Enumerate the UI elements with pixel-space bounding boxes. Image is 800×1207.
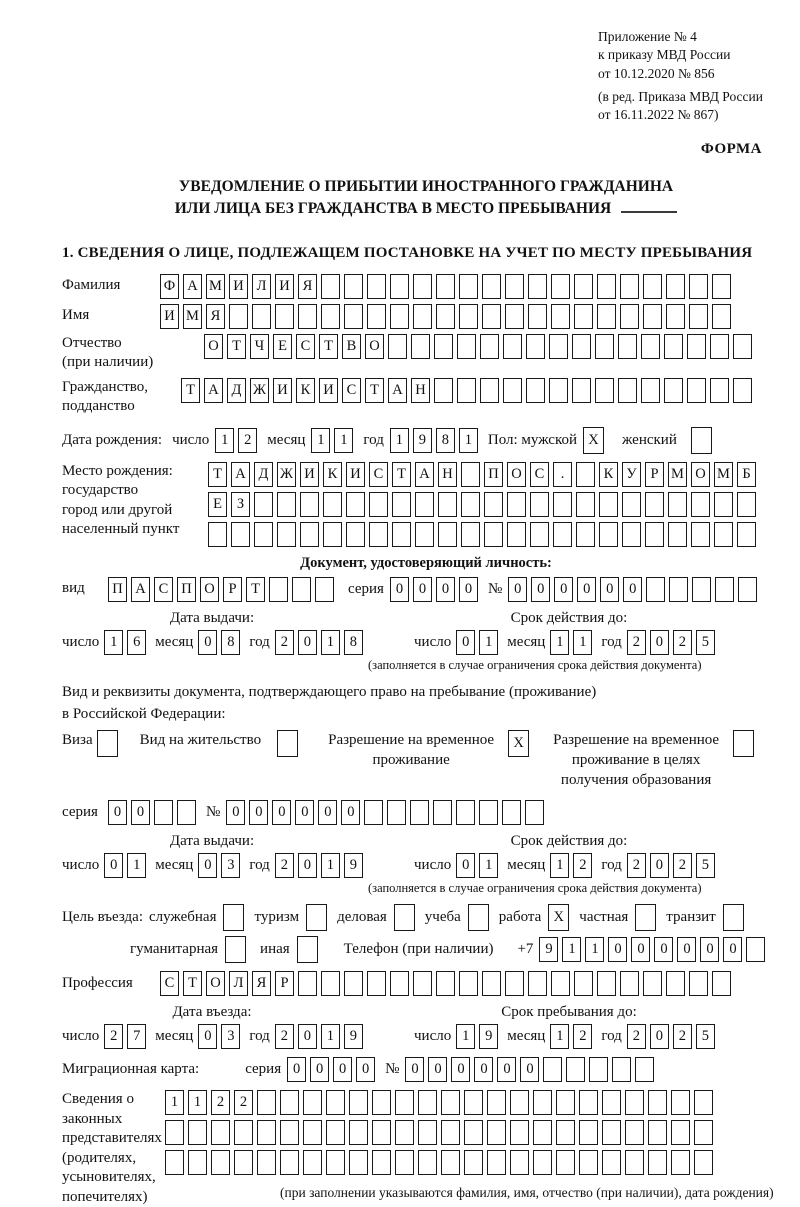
expiry-date-row [414,630,790,655]
expiry-heading: Срок действия до: [510,833,628,850]
entry-year-cells[interactable]: 2 0 1 9 [275,1024,363,1049]
firstname-cells[interactable]: И М Я [160,304,731,329]
citizenship-label: Гражданство, подданство [62,378,149,415]
residence-doc-dates [62,833,790,896]
identity-doc-kind-row [62,577,790,602]
month-label: месяц [507,1028,546,1045]
birth-date-row [62,427,790,454]
purpose-humanitarian: гуманитарная [130,936,246,963]
issue-date-row [62,853,414,878]
option-label: Разрешение на временное проживание в целях получения образования [553,731,720,789]
form-title-line1: УВЕДОМЛЕНИЕ О ПРИБЫТИИ ИНОСТРАННОГО ГРАЖДАНИНА [178,177,674,195]
representatives-cells-stack [165,1090,774,1201]
purpose-work: работа X [499,904,570,931]
doc-number-cells[interactable]: 0 0 0 0 0 0 [508,577,757,602]
entry-heading: Дата въезда: [172,1004,252,1021]
option-label: Вид на жительство [139,731,262,748]
identity-doc-dates [62,610,790,673]
humanitarian-checkbox[interactable] [225,936,246,963]
residence-number-cells[interactable]: 0 0 0 0 0 0 [226,800,544,825]
purpose-study: учеба [425,904,489,931]
year-label: год [363,431,384,448]
expiry-note: (заполняется в случае ограничения срока действия документа) [368,881,702,896]
number-label: № [206,804,221,821]
expiry-day-cells[interactable]: 0 1 [456,630,498,655]
year-label: год [601,857,622,874]
stay-until-col [414,1004,790,1049]
birth-place-row1-cells[interactable]: Т А Д Ж И К И С Т А Н П О С . К У Р М О М Б [208,462,756,487]
birth-place-cells-stack [208,462,756,547]
visit-purpose-row2 [130,936,790,963]
day-label: число [62,857,100,874]
migration-card-label: Миграционная карта: [62,1061,200,1078]
month-label: месяц [507,633,546,650]
purpose-private: частная [579,904,656,931]
surname-cells[interactable]: Ф А М И Л И Я [160,274,731,299]
series-label: серия [245,1061,282,1078]
stay-year-cells[interactable]: 2 0 2 5 [627,1024,715,1049]
expiry-year-cells[interactable]: 2 0 2 5 [627,630,715,655]
representatives-label: Сведения о законных представителях (родителях, усыновителях, попечителях) [62,1091,162,1205]
edition-line: от 16.11.2022 № 867) [598,107,719,123]
form-title-line2: ИЛИ ЛИЦА БЕЗ ГРАЖДАНСТВА В МЕСТО ПРЕБЫВАНИЯ [62,198,790,220]
profession-label: Профессия [62,975,133,992]
visa-checkbox[interactable] [97,730,118,757]
edition-line: (в ред. Приказа МВД России [598,89,763,105]
profession-row [62,971,790,996]
stay-heading: Срок пребывания до: [501,1004,637,1021]
doc-number-label: № [487,580,503,597]
form-title [62,176,790,221]
residence-doc-options [62,730,790,791]
birth-month-cells[interactable]: 1 1 [311,428,353,453]
doc-series-cells[interactable]: 0 0 0 0 [390,577,478,602]
sex-male-checkbox[interactable]: X [583,427,604,454]
option-temp-residence-education [547,730,754,791]
year-label: год [249,633,270,650]
issue-heading: Дата выдачи: [169,609,255,626]
study-checkbox[interactable] [468,904,489,931]
birth-day-cells[interactable]: 1 2 [215,428,257,453]
representatives-row [62,1090,790,1207]
expiry-date-row [414,853,790,878]
day-label: число [62,633,100,650]
residence-expiry-col [368,833,790,896]
stay-month-cells[interactable]: 1 2 [550,1024,592,1049]
section1-heading: 1. СВЕДЕНИЯ О ЛИЦЕ, ПОДЛЕЖАЩЕМ ПОСТАНОВКЕ НА УЧЕТ ПО МЕСТУ ПРЕБЫВАНИЯ [62,244,753,261]
expiry-day-cells[interactable]: 0 1 [456,853,498,878]
appendix-line: к приказу МВД России [598,47,731,63]
appendix-line: от 10.12.2020 № 856 [598,65,715,81]
issue-date-row [62,630,414,655]
number-label: № [385,1061,400,1078]
business-checkbox[interactable] [394,904,415,931]
appendix-line: Приложение № 4 [598,29,697,44]
firstname-row [62,304,790,329]
option-residence-permit [140,730,298,757]
phone-prefix: +7 [517,941,534,958]
identity-doc-heading: Документ, удостоверяющий личность: [300,554,552,571]
appendix-header [598,28,790,125]
issue-month-cells[interactable]: 0 3 [198,853,240,878]
entry-stay-dates [62,1004,790,1049]
day-label: число [414,1028,452,1045]
stay-date-row [414,1024,790,1049]
form-label: ФОРМА [700,140,762,157]
residence-doc-intro: Вид и реквизиты документа, подтверждающего право на пребывание (проживание) в Российской Федерации: [62,683,597,723]
private-checkbox[interactable] [635,904,656,931]
day-label: число [62,1028,100,1045]
temp-residence-education-checkbox[interactable] [733,730,754,757]
day-label: число [414,857,452,874]
migration-number-cells[interactable]: 0 0 0 0 0 0 [405,1057,654,1082]
transit-checkbox[interactable] [723,904,744,931]
day-label: число [172,431,210,448]
birth-place-row2-cells[interactable]: Е З [208,492,756,517]
expiry-month-cells[interactable]: 1 2 [550,853,592,878]
entry-date-row [62,1024,414,1049]
identity-issue-col [62,610,414,673]
expiry-note: (заполняется в случае ограничения срока действия документа) [368,657,702,672]
patronymic-cells[interactable]: О Т Ч Е С Т В О [204,334,752,359]
birth-year-cells[interactable]: 1 9 8 1 [390,428,478,453]
visit-purpose-row1 [62,904,790,931]
residence-issue-col [62,833,414,896]
firstname-label: Имя [62,307,90,324]
residence-doc-series-row [62,800,790,825]
series-label: серия [62,804,98,821]
purpose-transit: транзит [666,904,743,931]
expiry-month-cells[interactable]: 1 1 [550,630,592,655]
purpose-other: иная [260,936,318,963]
purpose-label: Цель въезда: [62,909,143,926]
profession-cells[interactable]: С Т О Л Я Р [160,971,731,996]
residence-permit-checkbox[interactable] [277,730,298,757]
surname-label: Фамилия [62,277,121,294]
migration-series-cells[interactable]: 0 0 0 0 [287,1057,375,1082]
birth-date-label: Дата рождения: [62,431,163,448]
stay-day-cells[interactable]: 1 9 [456,1024,498,1049]
option-label: Разрешение на временное проживание [328,731,495,768]
patronymic-label: Отчество (при наличии) [62,334,154,371]
purpose-tourism: туризм [254,904,327,931]
month-label: месяц [155,1028,194,1045]
expiry-year-cells[interactable]: 2 0 2 5 [627,853,715,878]
day-label: число [414,633,452,650]
official-checkbox[interactable] [223,904,244,931]
migration-card-row [62,1057,790,1082]
phone-cells[interactable]: 9 1 1 0 0 0 0 0 0 [539,937,765,962]
surname-row [62,274,790,299]
entry-month-cells[interactable]: 0 3 [198,1024,240,1049]
patronymic-row [62,334,790,373]
identity-expiry-col [368,609,790,673]
doc-kind-label: вид [62,580,85,597]
sex-female-checkbox[interactable] [691,427,712,454]
issue-heading: Дата выдачи: [169,833,255,850]
work-checkbox[interactable]: X [548,904,569,931]
purpose-official: служебная [149,904,245,931]
year-label: год [249,1028,270,1045]
tourism-checkbox[interactable] [306,904,327,931]
representatives-row3-cells[interactable] [165,1150,774,1175]
expiry-heading: Срок действия до: [510,609,628,626]
year-label: год [601,1028,622,1045]
representatives-row1-cells[interactable]: 1 1 2 2 [165,1090,774,1115]
purpose-business: деловая [337,904,415,931]
issue-day-cells[interactable]: 1 6 [104,630,146,655]
representatives-note: (при заполнении указываются фамилия, имя, отчество (при наличии), дата рождения) [280,1185,774,1201]
issue-day-cells[interactable]: 0 1 [104,853,146,878]
birth-place-label: Место рождения: государство город или другой населенный пункт [62,462,180,538]
option-temp-residence [322,730,529,771]
year-label: год [249,857,270,874]
month-label: месяц [507,857,546,874]
doc-series-label: серия [348,580,384,597]
issue-month-cells[interactable]: 0 8 [198,630,240,655]
sex-male-label: Пол: мужской [487,431,578,448]
doc-kind-cells[interactable]: П А С П О Р Т [108,577,334,602]
year-label: год [601,633,622,650]
phone-label: Телефон (при наличии) [343,941,494,958]
temp-residence-checkbox[interactable]: X [508,730,529,757]
title-blank-underline [621,199,677,213]
option-label: Виза [62,731,93,748]
month-label: месяц [155,633,194,650]
sex-female-label: женский [622,431,677,448]
other-checkbox[interactable] [297,936,318,963]
entry-day-cells[interactable]: 2 7 [104,1024,146,1049]
residence-series-cells[interactable]: 0 0 [108,800,196,825]
representatives-row2-cells[interactable] [165,1120,774,1145]
birth-place-row3-cells[interactable] [208,522,756,547]
month-label: месяц [267,431,306,448]
birth-place-row [62,462,790,547]
citizenship-row [62,378,790,417]
option-visa [62,730,118,757]
entry-date-col [62,1004,414,1049]
citizenship-cells[interactable]: Т А Д Ж И К И С Т А Н [181,378,752,403]
issue-year-cells[interactable]: 2 0 1 8 [275,630,363,655]
month-label: месяц [155,857,194,874]
issue-year-cells[interactable]: 2 0 1 9 [275,853,363,878]
